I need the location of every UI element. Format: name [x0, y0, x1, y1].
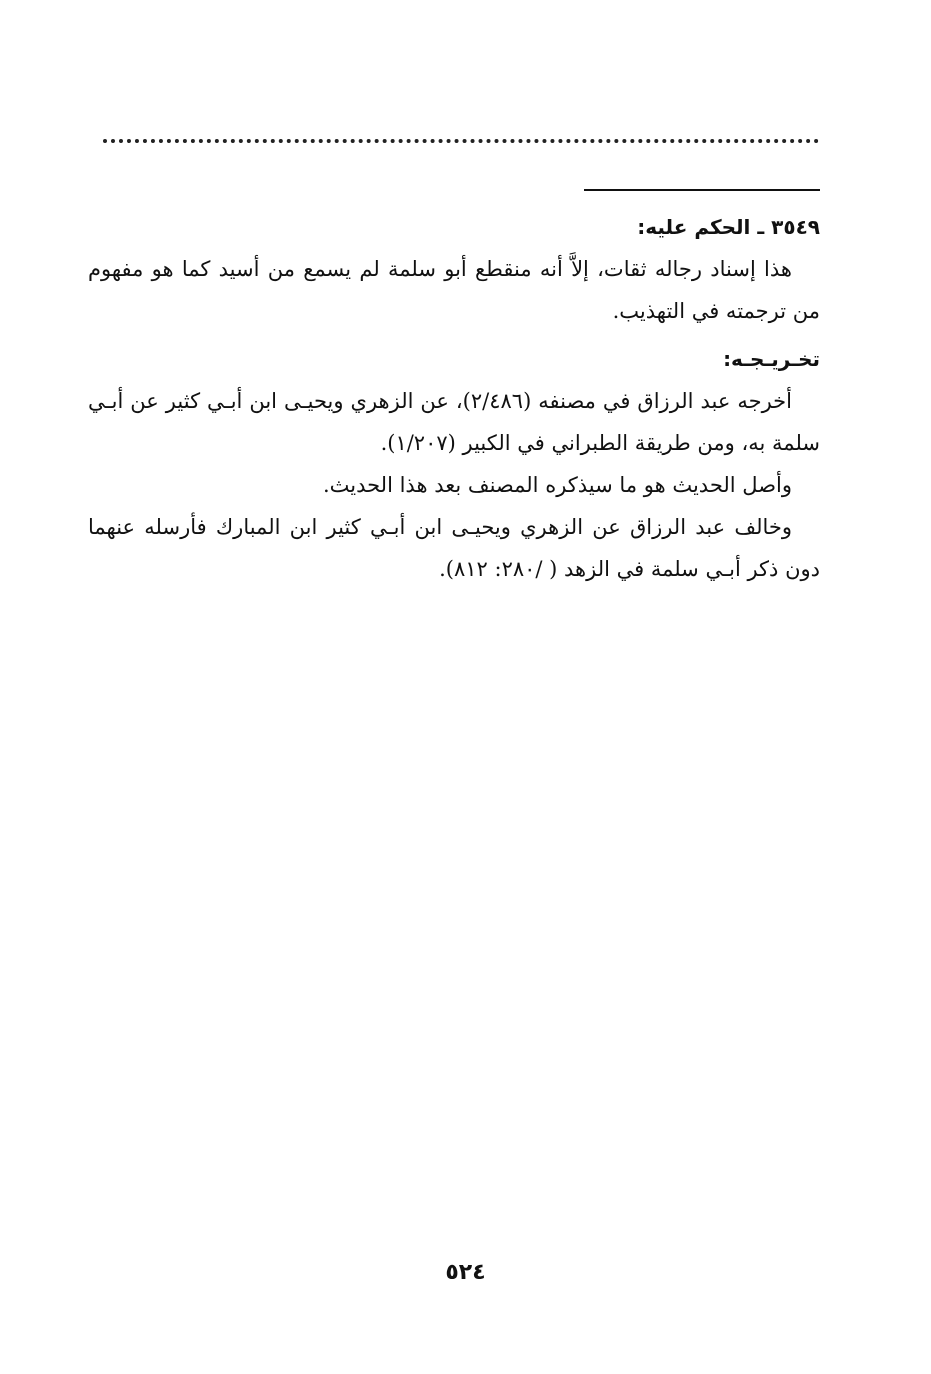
takhrij-heading: تخـريـجـه: [723, 347, 820, 371]
takhrij-paragraph: أخرجه عبد الرزاق في مصنفه (٢/٤٨٦)، عن الزهري ويحيـى ابن أبـي كثير عن أبـي سلمة به، ومن طريقة الطبراني في الكبير (١/٢٠٧). [88, 389, 820, 455]
takhrij-paragraph: وخالف عبد الرزاق عن الزهري ويحيـى ابن أبـي كثير ابن المبارك فأرسله عنهما دون ذكر أبـي سلمة في الزهد ( /٢٨٠: ٨١٢). [88, 515, 820, 581]
hadith-ruling-text: هذا إسناد رجاله ثقات، إلاَّ أنه منقطع أبو سلمة لم يسمع من أسيد كما هو مفهوم من ترجمته في التهذيب. [88, 257, 820, 323]
page-number: ٥٢٤ [445, 1260, 486, 1285]
footnote-content [88, 206, 820, 590]
dotted-separator [103, 139, 819, 143]
hadith-ruling-heading: ٣٥٤٩ ـ الحكم عليه: [637, 215, 820, 239]
takhrij-paragraph: وأصل الحديث هو ما سيذكره المصنف بعد هذا الحديث. [322, 473, 792, 497]
footnote-rule [584, 189, 820, 191]
